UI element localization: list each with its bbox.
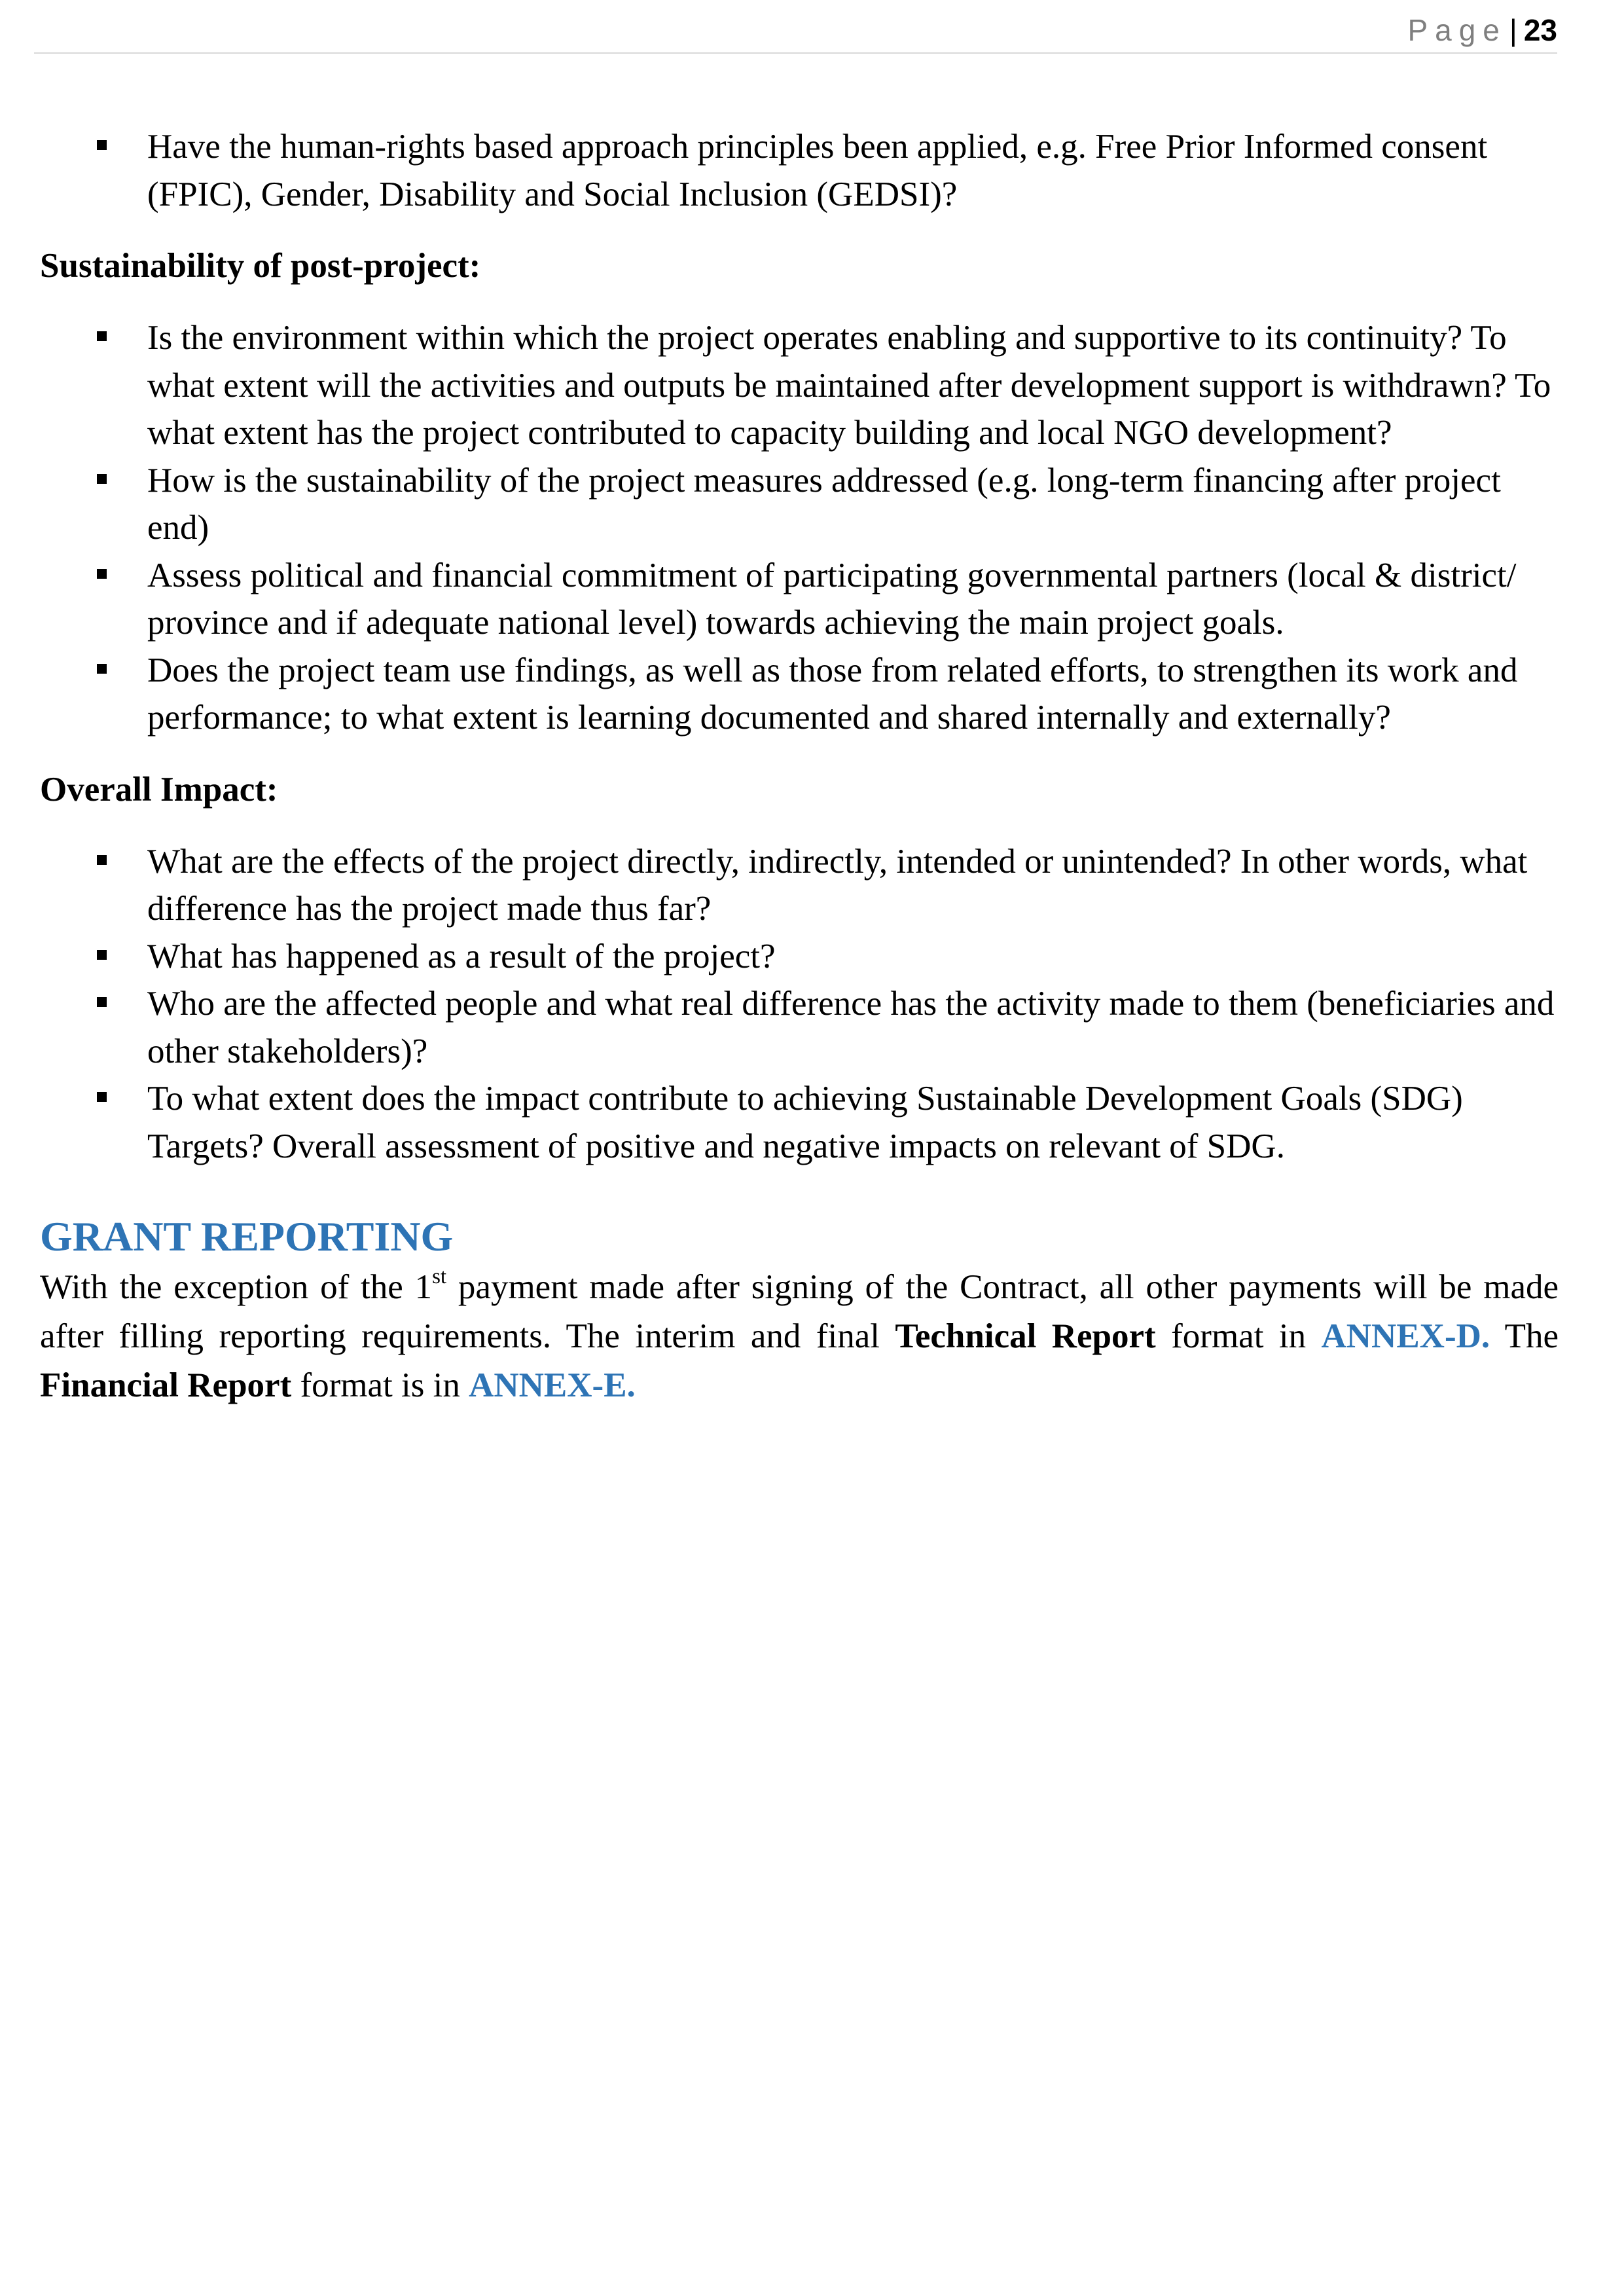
square-bullet-icon xyxy=(97,664,107,674)
list-item xyxy=(40,933,1559,981)
page-number-label xyxy=(1407,12,1557,48)
annex-e-link[interactable]: ANNEX-E. xyxy=(469,1366,636,1404)
square-bullet-icon xyxy=(97,140,107,150)
page-number: 23 xyxy=(1523,13,1557,47)
square-bullet-icon xyxy=(97,855,107,865)
impact-heading: Overall Impact: xyxy=(40,770,278,809)
square-bullet-icon xyxy=(97,997,107,1007)
grant-reporting-heading: GRANT REPORTING xyxy=(40,1213,454,1260)
paragraph-text: The xyxy=(1490,1317,1559,1355)
list-item xyxy=(40,1075,1559,1170)
list-item-text: Who are the affected people and what real difference has the activity made to them (beneficiaries and other stakeholders)? xyxy=(147,985,1555,1070)
list-item-text: Is the environment within which the project operates enabling and supportive to its continuity? To what extent will the activities and outputs be maintained after development support is withdrawn? To what extent has the project contributed to capacity building and local NGO development? xyxy=(147,319,1551,452)
list-item xyxy=(40,552,1559,647)
list-item xyxy=(40,314,1559,457)
square-bullet-icon xyxy=(97,474,107,484)
square-bullet-icon xyxy=(97,569,107,579)
list-item xyxy=(40,980,1559,1075)
square-bullet-icon xyxy=(97,950,107,960)
financial-report-term: Financial Report xyxy=(40,1366,292,1404)
paragraph-text: With the exception of the 1 xyxy=(40,1268,433,1306)
list-item-text: What are the effects of the project directly, indirectly, intended or unintended? In other words, what difference has the project made thus far? xyxy=(147,842,1528,928)
list-item-text: Assess political and financial commitment of participating governmental partners (local & district/ province and if adequate national level) towards achieving the main project goals. xyxy=(147,556,1517,642)
list-item-text: To what extent does the impact contribute to achieving Sustainable Development Goals (SDG) Targets? Overall assessment of positive and negative impacts on relevant of SDG. xyxy=(147,1080,1463,1165)
paragraph-text: format in xyxy=(1155,1317,1322,1355)
square-bullet-icon xyxy=(97,331,107,341)
page-header xyxy=(34,12,1557,54)
grant-reporting-paragraph xyxy=(40,1263,1559,1410)
square-bullet-icon xyxy=(97,1092,107,1102)
document-body xyxy=(40,123,1559,1410)
annex-d-link[interactable]: ANNEX-D. xyxy=(1321,1317,1490,1355)
list-item xyxy=(40,123,1559,218)
list-item xyxy=(40,838,1559,933)
list-item-text: Does the project team use findings, as well as those from related efforts, to strengthen its work and performance; to what extent is learning documented and shared internally and externally? xyxy=(147,651,1518,737)
list-item xyxy=(40,457,1559,552)
impact-bullet-list xyxy=(40,838,1559,1171)
intro-bullet-list xyxy=(40,123,1559,218)
sustainability-heading: Sustainability of post-project: xyxy=(40,247,481,285)
list-item-text: What has happened as a result of the project? xyxy=(147,937,776,975)
sustainability-bullet-list xyxy=(40,314,1559,742)
page-word: Page xyxy=(1407,13,1507,47)
technical-report-term: Technical Report xyxy=(895,1317,1156,1355)
page-separator: | xyxy=(1509,13,1517,47)
list-item-text: How is the sustainability of the project measures addressed (e.g. long-term financing after project end) xyxy=(147,461,1501,547)
ordinal-suffix: st xyxy=(432,1265,447,1289)
list-item xyxy=(40,647,1559,742)
paragraph-text: format is in xyxy=(291,1366,469,1404)
list-item-text: Have the human-rights based approach principles been applied, e.g. Free Prior Informed consent (FPIC), Gender, Disability and Social Inclusion (GEDSI)? xyxy=(147,128,1488,213)
paragraph-text: payment made after signing of the Contract, all other payments will be made after filling reporting requirements. The interim and final xyxy=(40,1268,1559,1355)
